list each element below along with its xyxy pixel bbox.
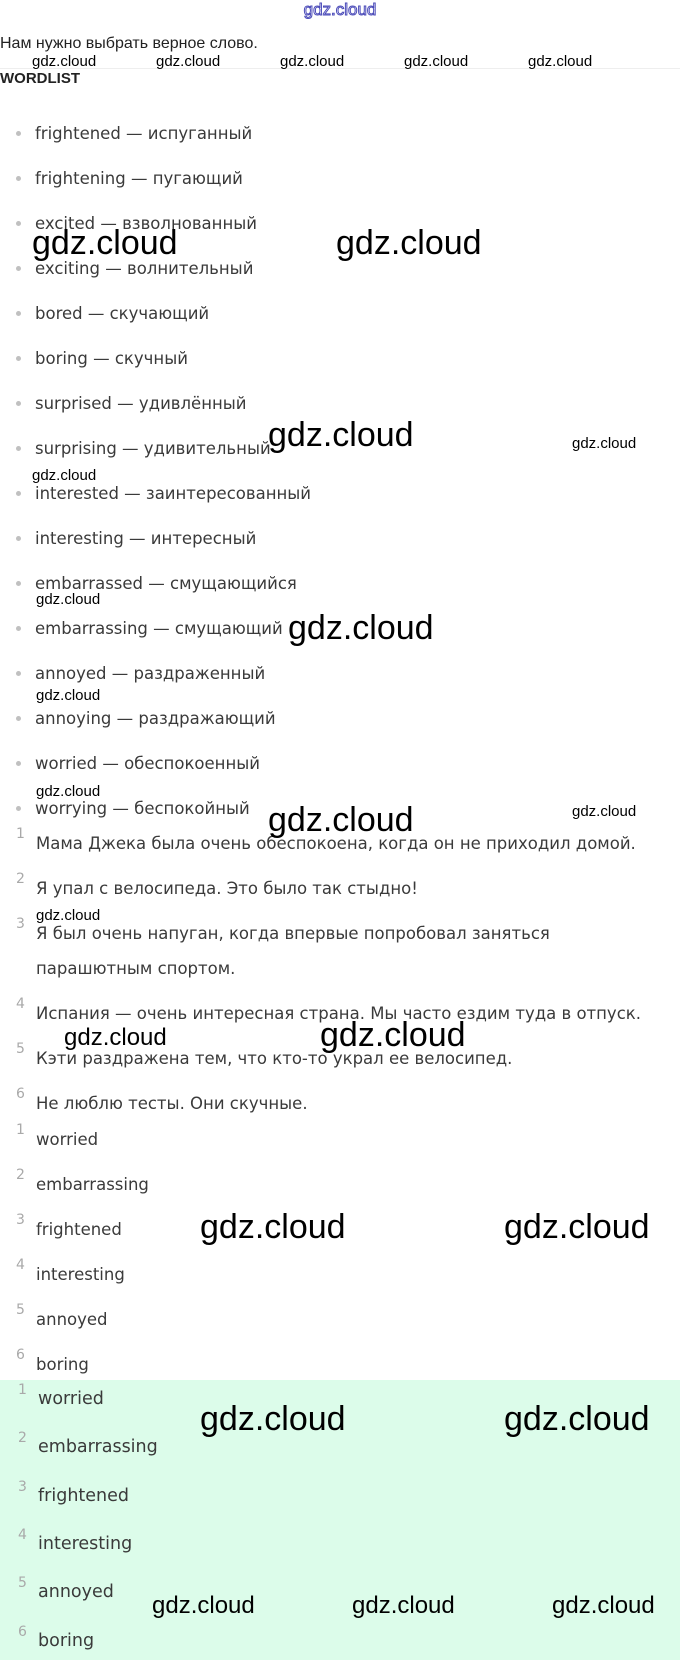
bullet-icon bbox=[16, 131, 21, 136]
wordlist-item bbox=[0, 658, 265, 688]
item-number: 6 bbox=[16, 1086, 25, 1102]
final-answer-item bbox=[0, 1624, 658, 1659]
sentence-text: Я был очень напуган, когда впервые попробовал заняться парашютным спортом. bbox=[36, 924, 550, 978]
wordlist-item-text: frightened — испуганный bbox=[35, 123, 253, 143]
item-number: 6 bbox=[16, 1347, 25, 1363]
bullet-icon bbox=[16, 491, 21, 496]
answer-text: annoyed bbox=[36, 1310, 108, 1329]
watermark: gdz.cloud bbox=[404, 53, 469, 70]
item-number: 5 bbox=[16, 1041, 25, 1057]
bullet-icon bbox=[16, 671, 21, 676]
bullet-icon bbox=[16, 356, 21, 361]
wordlist-heading: WORDLIST bbox=[0, 70, 80, 87]
wordlist-item-text: interesting — интересный bbox=[35, 528, 257, 548]
wordlist-item-text: embarrassed — смущающийся bbox=[35, 573, 297, 593]
wordlist-item bbox=[0, 298, 209, 328]
wordlist-item bbox=[0, 523, 256, 553]
sentence-text: Кэти раздражена тем, что кто-то украл ее велосипед. bbox=[36, 1049, 513, 1068]
answer-item bbox=[0, 1257, 656, 1292]
watermark: gdz.cloud bbox=[36, 783, 101, 800]
item-number: 3 bbox=[16, 916, 25, 932]
watermark: gdz.cloud bbox=[280, 53, 345, 70]
answer-text: embarrassing bbox=[38, 1437, 158, 1457]
watermark: gdz.cloud bbox=[200, 1208, 346, 1246]
item-number: 6 bbox=[18, 1624, 27, 1640]
bullet-icon bbox=[16, 806, 21, 811]
wordlist-item-text: surprising — удивительный bbox=[35, 438, 271, 458]
watermark: gdz.cloud bbox=[36, 591, 101, 608]
site-logo[interactable]: gdz.cloud bbox=[303, 0, 377, 19]
item-number: 1 bbox=[16, 1122, 25, 1138]
watermark: gdz.cloud bbox=[64, 1024, 167, 1051]
bullet-icon bbox=[16, 761, 21, 766]
item-number: 1 bbox=[18, 1382, 27, 1398]
wordlist-item-text: worried — обеспокоенный bbox=[35, 753, 260, 773]
answer-item bbox=[0, 1122, 656, 1157]
bullet-icon bbox=[16, 536, 21, 541]
answer-item bbox=[0, 1347, 656, 1382]
watermark: gdz.cloud bbox=[268, 801, 414, 839]
sentence-item bbox=[0, 871, 656, 906]
answer-text: interesting bbox=[38, 1534, 133, 1554]
answer-text: boring bbox=[36, 1355, 89, 1374]
wordlist-item-text: interested — заинтересованный bbox=[35, 483, 312, 503]
answer-item bbox=[0, 1302, 656, 1337]
bullet-icon bbox=[16, 581, 21, 586]
item-number: 4 bbox=[16, 996, 25, 1012]
sentence-text: Не люблю тесты. Они скучные. bbox=[36, 1094, 308, 1113]
answer-text: embarrassing bbox=[36, 1175, 149, 1194]
item-number: 2 bbox=[16, 871, 25, 887]
item-number: 3 bbox=[18, 1479, 27, 1495]
answer-text: frightened bbox=[38, 1486, 130, 1506]
sentence-text: Я упал с велосипеда. Это было так стыдно! bbox=[36, 879, 418, 898]
bullet-icon bbox=[16, 311, 21, 316]
bullet-icon bbox=[16, 221, 21, 226]
item-number: 1 bbox=[16, 826, 25, 842]
bullet-icon bbox=[16, 266, 21, 271]
wordlist-item bbox=[0, 433, 271, 463]
wordlist-item-text: worrying — беспокойный bbox=[35, 798, 250, 818]
wordlist-item bbox=[0, 703, 276, 733]
watermark: gdz.cloud bbox=[528, 53, 593, 70]
item-number: 5 bbox=[16, 1302, 25, 1318]
task-instruction: Нам нужно выбрать верное слово. bbox=[0, 35, 258, 52]
wordlist-item-text: frightening — пугающий bbox=[35, 168, 243, 188]
watermark: gdz.cloud bbox=[336, 224, 482, 262]
watermark: gdz.cloud bbox=[32, 224, 178, 262]
watermark: gdz.cloud bbox=[152, 1592, 255, 1619]
wordlist-item bbox=[0, 613, 283, 643]
watermark: gdz.cloud bbox=[504, 1400, 650, 1438]
wordlist-item bbox=[0, 748, 260, 778]
item-number: 3 bbox=[16, 1212, 25, 1228]
bullet-icon bbox=[16, 446, 21, 451]
watermark: gdz.cloud bbox=[268, 416, 414, 454]
sentence-item bbox=[0, 916, 656, 986]
wordlist-item-text: annoyed — раздраженный bbox=[35, 663, 266, 683]
watermark: gdz.cloud bbox=[200, 1400, 346, 1438]
watermark: gdz.cloud bbox=[32, 53, 97, 70]
final-answer-item bbox=[0, 1527, 658, 1562]
wordlist-item-text: bored — скучающий bbox=[35, 303, 210, 323]
watermark: gdz.cloud bbox=[572, 435, 637, 452]
watermark: gdz.cloud bbox=[288, 609, 434, 647]
watermark: gdz.cloud bbox=[552, 1592, 655, 1619]
watermark: gdz.cloud bbox=[320, 1016, 466, 1054]
item-number: 5 bbox=[18, 1575, 27, 1591]
answer-text: interesting bbox=[36, 1265, 125, 1284]
final-answer-item bbox=[0, 1479, 658, 1514]
sentence-text: Испания — очень интересная страна. Мы часто ездим туда в отпуск. bbox=[36, 1004, 641, 1023]
watermark: gdz.cloud bbox=[504, 1208, 650, 1246]
wordlist-item bbox=[0, 163, 243, 193]
answer-text: boring bbox=[38, 1631, 95, 1651]
sentence-text: Мама Джека была очень обеспокоена, когда он не приходил домой. bbox=[36, 834, 636, 853]
watermark: gdz.cloud bbox=[32, 467, 97, 484]
item-number: 4 bbox=[18, 1527, 27, 1543]
wordlist-item-text: boring — скучный bbox=[35, 348, 188, 368]
item-number: 4 bbox=[16, 1257, 25, 1273]
watermark: gdz.cloud bbox=[352, 1592, 455, 1619]
wordlist-item-text: embarrassing — смущающий bbox=[35, 618, 283, 638]
answer-item bbox=[0, 1167, 656, 1202]
wordlist-item-text: exciting — волнительный bbox=[35, 258, 254, 278]
wordlist-item-text: excited — взволнованный bbox=[35, 213, 257, 233]
answer-text: worried bbox=[38, 1389, 104, 1409]
answer-text: frightened bbox=[36, 1220, 122, 1239]
wordlist-item bbox=[0, 118, 252, 148]
answer-text: annoyed bbox=[38, 1582, 114, 1602]
wordlist-item bbox=[0, 343, 188, 373]
watermark: gdz.cloud bbox=[156, 53, 221, 70]
sentence-item bbox=[0, 1086, 656, 1121]
watermark: gdz.cloud bbox=[36, 907, 101, 924]
wordlist-item-text: surprised — удивлённый bbox=[35, 393, 247, 413]
wordlist-item-text: annoying — раздражающий bbox=[35, 708, 276, 728]
item-number: 2 bbox=[18, 1430, 27, 1446]
bullet-icon bbox=[16, 176, 21, 181]
item-number: 2 bbox=[16, 1167, 25, 1183]
watermark: gdz.cloud bbox=[36, 687, 101, 704]
answer-text: worried bbox=[36, 1130, 99, 1149]
bullet-icon bbox=[16, 626, 21, 631]
bullet-icon bbox=[16, 401, 21, 406]
bullet-icon bbox=[16, 716, 21, 721]
wordlist-item bbox=[0, 388, 247, 418]
watermark: gdz.cloud bbox=[572, 803, 637, 820]
